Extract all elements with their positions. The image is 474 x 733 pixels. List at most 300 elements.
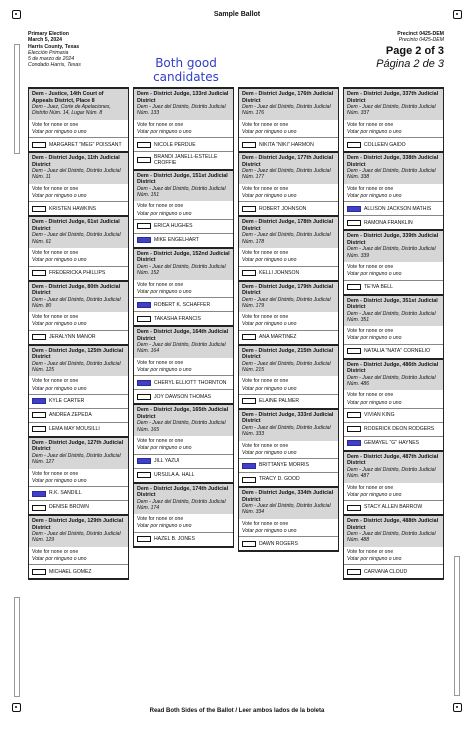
vote-instruction-es: Votar por ninguno o uno [137, 523, 192, 530]
candidate-row[interactable] [239, 266, 338, 280]
race-header [134, 405, 233, 436]
candidate-row[interactable] [29, 330, 128, 344]
vote-instruction: Vote for none or one [242, 520, 289, 527]
race-title: Dem - District Judge, 152nd Judicial District [137, 250, 230, 264]
race-header [239, 89, 338, 120]
race-contest [239, 488, 338, 552]
vote-instruction: Vote for none or one [347, 328, 394, 335]
race-subtitle: Dem - Juez del Distrito, Distrito Judicial Núm. 133 [137, 104, 226, 117]
vote-instruction: Vote for none or one [242, 249, 289, 256]
race-title: Dem - District Judge, 165th Judicial District [137, 407, 229, 420]
race-title: Dem - District Judge, 80th Judicial District [32, 283, 121, 297]
vote-oval[interactable] [242, 541, 256, 547]
vote-oval[interactable] [347, 284, 361, 290]
candidate-name: JOY DAWSON THOMAS [154, 393, 212, 400]
vote-instruction-es: Votar por ninguno o uno [32, 257, 87, 264]
candidate-name: GEMAYEL "G" HAYNES [364, 440, 420, 447]
race-header [344, 153, 443, 184]
vote-oval[interactable] [137, 472, 151, 478]
candidate-name: BRANDI JANELL-ESTELLE CROFFIE [154, 154, 218, 167]
vote-oval[interactable] [242, 398, 256, 404]
candidate-row[interactable] [29, 408, 128, 422]
vote-oval[interactable] [32, 270, 46, 276]
candidate-row[interactable] [344, 137, 443, 151]
race-subtitle: Dem - Juez del Distrito, Distrito Judicial Núm. 488 [347, 531, 436, 544]
ballot-column-4 [343, 87, 444, 580]
candidate-row[interactable] [134, 389, 233, 403]
race-header [29, 516, 128, 547]
vote-oval[interactable] [242, 334, 256, 340]
race-title: Dem - District Judge, 176th Judicial District [242, 91, 334, 104]
candidate-name: CHERYL ELLIOTT THORNTON [154, 379, 227, 386]
candidate-name: ANA MARTINEZ [259, 334, 297, 341]
vote-instruction: Vote for none or one [137, 121, 184, 128]
race-contest [239, 153, 338, 217]
race-subtitle: Dem - Juez del Distrito, Distrito Judicial Núm. 215 [242, 360, 331, 374]
vote-instruction-es: Votar por ninguno o uno [32, 193, 87, 200]
race-subtitle: Dem - Juez del Distrito, Distrito Judicial Núm. 179 [242, 296, 331, 309]
vote-oval[interactable] [137, 316, 151, 322]
candidate-name: RODERICK DEON RODGERS [364, 426, 435, 433]
vote-oval[interactable] [347, 440, 361, 446]
vote-instruction: Vote for none or one [347, 263, 394, 270]
race-contest [134, 327, 233, 405]
ballot-column-2 [133, 87, 234, 548]
vote-instruction-es: Votar por ninguno o uno [242, 449, 297, 456]
race-header [344, 360, 443, 391]
vote-instruction-es: Votar por ninguno o uno [242, 128, 297, 135]
candidate-row[interactable] [29, 422, 128, 436]
candidate-row[interactable] [29, 201, 128, 215]
candidate-row[interactable] [239, 536, 338, 550]
race-header [29, 89, 128, 120]
race-header [29, 438, 128, 469]
page-number-es: Página 2 de 3 [376, 57, 444, 70]
race-header [344, 89, 443, 120]
race-title: Dem - District Judge, 486th Judicial District [347, 361, 439, 375]
race-contest [344, 360, 443, 452]
race-header [134, 171, 233, 202]
vote-instruction-es: Votar por ninguno o uno [242, 385, 297, 392]
candidate-name: TAKASHA FRANCIS [154, 315, 201, 322]
candidate-name: MIKE ENGELHART [154, 237, 199, 244]
vote-instruction: Vote for none or one [137, 437, 184, 444]
vote-oval[interactable] [347, 505, 361, 511]
race-title: Dem - District Judge, 177th Judicial District [242, 155, 334, 168]
vote-oval[interactable] [32, 491, 46, 497]
race-title: Dem - District Judge, 488th Judicial District [347, 518, 439, 531]
candidate-row[interactable] [344, 215, 443, 229]
race-title: Dem - District Judge, 129th Judicial District [32, 518, 124, 531]
vote-instruction: Vote for none or one [32, 249, 79, 256]
vote-instruction: Vote for none or one [137, 359, 184, 366]
race-contest [29, 346, 128, 438]
vote-oval[interactable] [137, 157, 151, 163]
candidate-name: KRISTEN HAWKINS [49, 205, 97, 212]
candidate-row[interactable] [134, 151, 233, 169]
candidate-row[interactable] [134, 297, 233, 311]
race-subtitle: Dem - Juez del Distrito, Distrito Judicial Núm. 487 [347, 466, 436, 480]
candidate-name: FREDERICKA PHILLIPS [49, 269, 106, 276]
vote-oval[interactable] [32, 142, 46, 148]
race-subtitle: Dem - Juez del Distrito, Distrito Judicial Núm. 11 [32, 168, 121, 181]
candidate-name: BRITTANYE MORRIS [259, 462, 309, 469]
race-contest [239, 346, 338, 410]
vote-instruction-es: Votar por ninguno o uno [242, 257, 297, 264]
vote-instruction: Vote for none or one [347, 548, 394, 555]
vote-instruction-es: Votar por ninguno o uno [347, 556, 402, 563]
race-contest [344, 153, 443, 231]
ballot-column-3 [238, 87, 339, 552]
race-subtitle: Dem - Juez, Corte de Apelaciones, Distrito Núm. 14, Lugar Núm. 8 [32, 104, 111, 117]
race-header [29, 282, 128, 313]
vote-oval[interactable] [32, 206, 46, 212]
vote-oval[interactable] [242, 206, 256, 212]
candidate-row[interactable] [239, 394, 338, 408]
vote-instruction: Vote for none or one [347, 484, 394, 491]
candidate-row[interactable] [29, 500, 128, 514]
candidate-name: DENISE BROWN [49, 504, 89, 511]
race-subtitle: Dem - Juez del Distrito, Distrito Judicial Núm. 174 [137, 498, 226, 511]
candidate-row[interactable] [134, 454, 233, 468]
vote-oval[interactable] [347, 220, 361, 226]
race-title: Dem - District Judge, 338th Judicial District [347, 155, 439, 168]
race-contest [239, 217, 338, 281]
vote-oval[interactable] [347, 569, 361, 575]
vote-instruction-es: Votar por ninguno o uno [137, 210, 192, 217]
race-header [239, 346, 338, 377]
candidate-name: DAWN ROGERS [259, 540, 298, 547]
vote-instruction-es: Votar por ninguno o uno [137, 445, 192, 452]
race-header [134, 249, 233, 280]
race-subtitle: Dem - Juez del Distrito, Distrito Judicial Núm. 152 [137, 263, 226, 277]
candidate-row[interactable] [344, 408, 443, 422]
vote-instruction-es: Votar por ninguno o uno [137, 128, 192, 135]
race-title: Dem - District Judge, 164th Judicial District [137, 329, 229, 342]
candidate-name: JERALYNN MANOR [49, 334, 96, 341]
race-title: Dem - District Judge, 174th Judicial District [137, 485, 229, 499]
candidate-row[interactable] [344, 280, 443, 294]
candidate-row[interactable] [29, 486, 128, 500]
race-title: Dem - District Judge, 61st Judicial District [32, 219, 120, 232]
vote-oval[interactable] [32, 334, 46, 340]
candidate-row[interactable] [239, 201, 338, 215]
race-subtitle: Dem - Juez del Distrito, Distrito Judicial Núm. 337 [347, 104, 436, 117]
vote-instruction-es: Votar por ninguno o uno [347, 399, 402, 406]
race-title: Dem - District Judge, 351st Judicial District [347, 297, 438, 311]
race-contest [134, 89, 233, 171]
candidate-name: RAMONA FRANKLIN [364, 219, 413, 226]
race-header [29, 217, 128, 248]
vote-instruction: Vote for none or one [242, 185, 289, 192]
vote-instruction-es: Votar por ninguno o uno [32, 128, 87, 135]
vote-oval[interactable] [137, 223, 151, 229]
race-subtitle: Dem - Juez del Distrito, Distrito Judicial Núm. 333 [242, 424, 331, 438]
vote-oval[interactable] [242, 477, 256, 483]
race-title: Dem - District Judge, 215th Judicial District [242, 347, 334, 361]
page-title: Sample Ballot [213, 11, 261, 18]
vote-instruction-es: Votar por ninguno o uno [137, 367, 192, 374]
race-title: Dem - District Judge, 11th Judicial District [32, 155, 120, 168]
candidate-name: TE'IVA BELL [364, 283, 393, 290]
candidate-name: VIVIAN KING [364, 412, 395, 419]
candidate-row[interactable] [134, 233, 233, 247]
race-contest [29, 516, 128, 580]
vote-instruction: Vote for none or one [137, 516, 184, 523]
race-subtitle: Dem - Juez del Distrito, Distrito Judicial Núm. 176 [242, 104, 331, 117]
vote-oval[interactable] [32, 426, 46, 432]
candidate-name: ALLISON JACKSON MATHIS [364, 205, 432, 212]
vote-oval[interactable] [32, 505, 46, 511]
candidate-name: MICHAEL GOMEZ [49, 568, 92, 575]
handwritten-note: Both good candidates [153, 56, 219, 84]
candidate-name: COLLEEN GAIDO [364, 141, 406, 148]
election-info [28, 31, 81, 69]
election-name: Primary Election [28, 31, 69, 37]
race-contest [239, 282, 338, 346]
race-header [29, 153, 128, 184]
vote-oval[interactable] [347, 206, 361, 212]
candidate-row[interactable] [344, 564, 443, 578]
candidate-name: HAZEL B. JONES [154, 536, 195, 543]
candidate-name: URSULA A. HALL [154, 471, 195, 478]
candidate-row[interactable] [29, 564, 128, 578]
candidate-name: ANDREA ZEPEDA [49, 412, 92, 419]
vote-instruction-es: Votar por ninguno o uno [347, 193, 402, 200]
vote-instruction-es: Votar por ninguno o uno [32, 477, 87, 484]
vote-oval[interactable] [242, 270, 256, 276]
candidate-row[interactable] [239, 137, 338, 151]
race-subtitle: Dem - Juez del Distrito, Distrito Judicial Núm. 339 [347, 246, 436, 259]
race-subtitle: Dem - Juez del Distrito, Distrito Judicial Núm. 125 [32, 360, 121, 374]
vote-instruction: Vote for none or one [32, 470, 79, 477]
ballot-footer: Read Both Sides of the Ballot / Leer ambos lados de la boleta [149, 708, 325, 714]
race-subtitle: Dem - Juez del Distrito, Distrito Judicial Núm. 334 [242, 503, 331, 516]
candidate-name: MARGARET "MEG" POISSANT [49, 141, 122, 148]
vote-oval[interactable] [347, 348, 361, 354]
race-contest [29, 89, 128, 153]
candidate-row[interactable] [344, 436, 443, 450]
candidate-row[interactable] [29, 394, 128, 408]
candidate-name: R.K. SANDILL [49, 490, 82, 497]
race-title: Dem - District Judge, 179th Judicial District [242, 283, 334, 297]
race-title: Dem - District Judge, 339th Judicial District [347, 233, 439, 246]
candidate-row[interactable] [239, 458, 338, 472]
race-contest [344, 89, 443, 153]
vote-instruction: Vote for none or one [32, 548, 79, 555]
race-title: Dem - District Judge, 178th Judicial District [242, 219, 334, 232]
race-contest [239, 89, 338, 153]
candidate-name: NATALIA "NATA" CORNELIO [364, 348, 431, 355]
race-header [134, 484, 233, 515]
vote-instruction: Vote for none or one [242, 442, 289, 449]
vote-instruction-es: Votar por ninguno o uno [347, 271, 402, 278]
candidate-row[interactable] [239, 472, 338, 486]
race-header [344, 231, 443, 262]
vote-instruction-es: Votar por ninguno o uno [32, 556, 87, 563]
race-header [344, 452, 443, 483]
vote-instruction: Vote for none or one [32, 185, 79, 192]
race-header [134, 89, 233, 120]
vote-oval[interactable] [32, 412, 46, 418]
race-contest [344, 452, 443, 516]
candidate-row[interactable] [134, 532, 233, 546]
page-number: Page 2 of 3 [385, 44, 444, 57]
race-subtitle: Dem - Juez del Distrito, Distrito Judicial Núm. 80 [32, 296, 121, 309]
candidate-row[interactable] [29, 137, 128, 151]
race-header [344, 516, 443, 547]
race-subtitle: Dem - Juez del Distrito, Distrito Judicial Núm. 164 [137, 342, 226, 355]
race-title: Dem - District Judge, 487th Judicial District [347, 453, 439, 467]
vote-instruction-es: Votar por ninguno o uno [242, 193, 297, 200]
race-contest [29, 438, 128, 516]
candidate-name: NICOLE PERDUE [154, 141, 196, 148]
vote-oval[interactable] [242, 463, 256, 469]
vote-oval[interactable] [137, 142, 151, 148]
candidate-name: CARVANA CLOUD [364, 568, 408, 575]
race-header [134, 327, 233, 358]
race-header [239, 217, 338, 248]
vote-instruction: Vote for none or one [347, 392, 394, 399]
candidate-row[interactable] [134, 311, 233, 325]
timing-bar-left-bottom [14, 597, 20, 697]
vote-oval[interactable] [137, 394, 151, 400]
vote-instruction-es: Votar por ninguno o uno [32, 385, 87, 392]
corner-marker-top-right [453, 10, 462, 19]
race-contest [29, 282, 128, 346]
vote-instruction-es: Votar por ninguno o uno [347, 128, 402, 135]
vote-instruction: Vote for none or one [32, 378, 79, 385]
vote-instruction: Vote for none or one [242, 378, 289, 385]
race-title: Dem - District Judge, 333rd Judicial District [242, 411, 334, 425]
vote-instruction-es: Votar por ninguno o uno [242, 528, 297, 535]
vote-oval[interactable] [137, 237, 151, 243]
vote-oval[interactable] [137, 380, 151, 386]
vote-instruction: Vote for none or one [137, 203, 184, 210]
vote-instruction: Vote for none or one [137, 281, 184, 288]
candidate-row[interactable] [134, 219, 233, 233]
candidate-name: KELLI JOHNSON [259, 269, 300, 276]
race-subtitle: Dem - Juez del Distrito, Distrito Judicial Núm. 351 [347, 310, 436, 323]
candidate-row[interactable] [239, 330, 338, 344]
candidate-name: KYLE CARTER [49, 398, 85, 405]
race-contest [134, 405, 233, 483]
candidate-name: ROBERT JOHNSON [259, 205, 307, 212]
vote-instruction-es: Votar por ninguno o uno [347, 491, 402, 498]
candidate-row[interactable] [344, 201, 443, 215]
race-subtitle: Dem - Juez del Distrito, Distrito Judicial Núm. 486 [347, 374, 436, 388]
race-title: Dem - District Judge, 125th Judicial District [32, 347, 124, 361]
election-date: March 5, 2024 [28, 37, 63, 44]
candidate-name: LEMA MAY MOUSILLI [49, 426, 100, 433]
candidate-row[interactable] [344, 500, 443, 514]
vote-instruction: Vote for none or one [32, 314, 79, 321]
precinct-es: Precinto 0425-DEM [398, 37, 444, 44]
race-contest [29, 217, 128, 281]
candidate-row[interactable] [134, 137, 233, 151]
vote-oval[interactable] [242, 142, 256, 148]
race-title: Dem - District Judge, 334th Judicial District [242, 490, 334, 503]
race-header [239, 410, 338, 441]
race-title: Dem - Justice, 14th Court of Appeals District, Place 8 [32, 91, 104, 104]
election-county: Harris County, Texas [28, 43, 80, 50]
vote-instruction: Vote for none or one [32, 121, 79, 128]
race-subtitle: Dem - Juez del Distrito, Distrito Judicial Núm. 177 [242, 168, 331, 181]
race-contest [134, 484, 233, 548]
race-title: Dem - District Judge, 127th Judicial District [32, 439, 124, 453]
vote-oval[interactable] [32, 569, 46, 575]
vote-oval[interactable] [137, 458, 151, 464]
precinct: Precinct 0425-DEM [397, 31, 444, 37]
race-title: Dem - District Judge, 337th Judicial District [347, 91, 439, 104]
timing-bar-left-top [14, 44, 20, 154]
candidate-row[interactable] [344, 344, 443, 358]
precinct-info [376, 31, 444, 71]
race-contest [344, 516, 443, 580]
race-subtitle: Dem - Juez del Distrito, Distrito Judicial Núm. 129 [32, 531, 121, 544]
race-contest [239, 410, 338, 488]
race-subtitle: Dem - Juez del Distrito, Distrito Judicial Núm. 61 [32, 232, 121, 245]
candidate-name: ERICA HUGHES [154, 223, 193, 230]
race-title: Dem - District Judge, 133rd Judicial District [137, 91, 229, 104]
race-contest [29, 153, 128, 217]
candidate-name: STACY ALLEN BARROW [364, 504, 423, 511]
candidate-row[interactable] [134, 468, 233, 482]
vote-oval[interactable] [347, 412, 361, 418]
vote-instruction-es: Votar por ninguno o uno [242, 321, 297, 328]
vote-oval[interactable] [347, 426, 361, 432]
race-subtitle: Dem - Juez del Distrito, Distrito Judicial Núm. 127 [32, 452, 121, 466]
timing-bar-right-bottom [454, 556, 460, 696]
vote-instruction-es: Votar por ninguno o uno [32, 321, 87, 328]
candidate-row[interactable] [344, 422, 443, 436]
race-subtitle: Dem - Juez del Distrito, Distrito Judicial Núm. 165 [137, 420, 226, 433]
race-subtitle: Dem - Juez del Distrito, Distrito Judicial Núm. 178 [242, 232, 331, 245]
ballot-column-1 [28, 87, 129, 580]
race-header [239, 153, 338, 184]
race-header [29, 346, 128, 377]
vote-oval[interactable] [347, 142, 361, 148]
race-title: Dem - District Judge, 151st Judicial District [137, 172, 228, 186]
election-name-es: Elección Primaria [28, 49, 69, 56]
race-header [344, 296, 443, 327]
race-contest [344, 231, 443, 295]
candidate-name: ROBERT K. SCHAFFER [154, 301, 211, 308]
candidate-row[interactable] [29, 266, 128, 280]
race-contest [344, 296, 443, 360]
vote-oval[interactable] [137, 536, 151, 542]
race-contest [134, 249, 233, 327]
election-county-es: Condado Harris, Texas [28, 62, 81, 69]
vote-oval[interactable] [32, 398, 46, 404]
race-subtitle: Dem - Juez del Distrito, Distrito Judicial Núm. 338 [347, 168, 436, 181]
vote-instruction: Vote for none or one [242, 121, 289, 128]
race-header [239, 488, 338, 519]
candidate-name: ELAINE PALMER [259, 398, 300, 405]
race-contest [134, 171, 233, 249]
candidate-name: TRACY D. GOOD [259, 476, 300, 483]
election-date-es: 5 de marzo de 2024 [28, 56, 75, 63]
vote-oval[interactable] [137, 302, 151, 308]
vote-instruction-es: Votar por ninguno o uno [137, 288, 192, 295]
race-header [239, 282, 338, 313]
candidate-row[interactable] [134, 375, 233, 389]
race-subtitle: Dem - Juez del Distrito, Distrito Judicial Núm. 151 [137, 185, 226, 199]
corner-marker-top-left [12, 10, 21, 19]
candidate-name: NIKITA "NIKI" HARMON [259, 141, 314, 148]
vote-instruction-es: Votar por ninguno o uno [347, 335, 402, 342]
vote-instruction: Vote for none or one [347, 121, 394, 128]
